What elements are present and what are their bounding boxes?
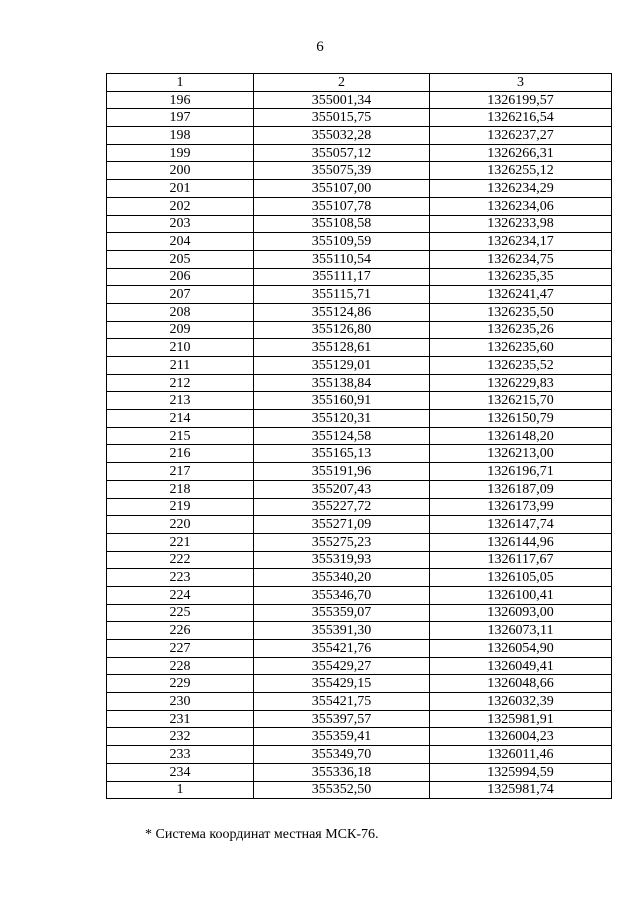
x-coordinate-cell: 355126,80: [254, 321, 430, 339]
point-number-cell: 229: [107, 675, 254, 693]
y-coordinate-cell: 1326235,50: [430, 303, 612, 321]
table-row: [107, 321, 612, 339]
table-row: [107, 498, 612, 516]
x-coordinate-cell: 355110,54: [254, 250, 430, 268]
x-coordinate-cell: 355120,31: [254, 410, 430, 428]
x-coordinate-cell: 355057,12: [254, 144, 430, 162]
table-row: [107, 250, 612, 268]
x-coordinate-cell: 355124,86: [254, 303, 430, 321]
y-coordinate-cell: 1326234,17: [430, 233, 612, 251]
point-number-cell: 217: [107, 463, 254, 481]
table-row: [107, 268, 612, 286]
point-number-cell: 202: [107, 197, 254, 215]
point-number-cell: 210: [107, 339, 254, 357]
y-coordinate-cell: 1326100,41: [430, 586, 612, 604]
table-row: [107, 303, 612, 321]
y-coordinate-cell: 1325981,91: [430, 710, 612, 728]
table-row: [107, 781, 612, 799]
y-coordinate-cell: 1326241,47: [430, 286, 612, 304]
point-number-cell: 216: [107, 445, 254, 463]
y-coordinate-cell: 1326093,00: [430, 604, 612, 622]
point-number-cell: 196: [107, 91, 254, 109]
x-coordinate-cell: 355107,00: [254, 180, 430, 198]
y-coordinate-cell: 1326199,57: [430, 91, 612, 109]
point-number-cell: 205: [107, 250, 254, 268]
y-coordinate-cell: 1326215,70: [430, 392, 612, 410]
x-coordinate-cell: 355391,30: [254, 622, 430, 640]
y-coordinate-cell: 1326235,35: [430, 268, 612, 286]
point-number-cell: 220: [107, 516, 254, 534]
table-row: [107, 127, 612, 145]
table-row: [107, 162, 612, 180]
y-coordinate-cell: 1326144,96: [430, 533, 612, 551]
table-row: [107, 710, 612, 728]
point-number-cell: 219: [107, 498, 254, 516]
x-coordinate-cell: 355429,27: [254, 657, 430, 675]
table-row: [107, 374, 612, 392]
y-coordinate-cell: 1326235,26: [430, 321, 612, 339]
table-row: [107, 445, 612, 463]
x-coordinate-cell: 355108,58: [254, 215, 430, 233]
point-number-cell: 199: [107, 144, 254, 162]
x-coordinate-cell: 355129,01: [254, 357, 430, 375]
x-coordinate-cell: 355359,07: [254, 604, 430, 622]
point-number-cell: 206: [107, 268, 254, 286]
page-number: 6: [316, 39, 324, 55]
point-number-cell: 225: [107, 604, 254, 622]
x-coordinate-cell: 355319,93: [254, 551, 430, 569]
point-number-cell: 226: [107, 622, 254, 640]
point-number-cell: 213: [107, 392, 254, 410]
point-number-cell: 211: [107, 357, 254, 375]
y-coordinate-cell: 1326213,00: [430, 445, 612, 463]
y-coordinate-cell: 1326216,54: [430, 109, 612, 127]
x-coordinate-cell: 355421,76: [254, 640, 430, 658]
point-number-cell: 209: [107, 321, 254, 339]
table-row: [107, 586, 612, 604]
table-row: [107, 180, 612, 198]
x-coordinate-cell: 355138,84: [254, 374, 430, 392]
x-coordinate-cell: 355109,59: [254, 233, 430, 251]
table-row: [107, 533, 612, 551]
y-coordinate-cell: 1326187,09: [430, 480, 612, 498]
point-number-cell: 215: [107, 427, 254, 445]
y-coordinate-cell: 1326235,52: [430, 357, 612, 375]
x-coordinate-cell: 355397,57: [254, 710, 430, 728]
table-row: [107, 728, 612, 746]
table-row: [107, 427, 612, 445]
column-header-2: 2: [254, 74, 430, 92]
point-number-cell: 227: [107, 640, 254, 658]
table-row: [107, 516, 612, 534]
point-number-cell: 200: [107, 162, 254, 180]
x-coordinate-cell: 355160,91: [254, 392, 430, 410]
x-coordinate-cell: 355124,58: [254, 427, 430, 445]
table-row: [107, 693, 612, 711]
table-row: [107, 144, 612, 162]
x-coordinate-cell: 355015,75: [254, 109, 430, 127]
table-header: [107, 74, 612, 92]
y-coordinate-cell: 1326011,46: [430, 746, 612, 764]
table-row: [107, 215, 612, 233]
y-coordinate-cell: 1326234,29: [430, 180, 612, 198]
point-number-cell: 212: [107, 374, 254, 392]
y-coordinate-cell: 1326073,11: [430, 622, 612, 640]
x-coordinate-cell: 355336,18: [254, 763, 430, 781]
table-row: [107, 286, 612, 304]
x-coordinate-cell: 355340,20: [254, 569, 430, 587]
table-row: [107, 551, 612, 569]
point-number-cell: 214: [107, 410, 254, 428]
table-row: [107, 763, 612, 781]
point-number-cell: 204: [107, 233, 254, 251]
y-coordinate-cell: 1326049,41: [430, 657, 612, 675]
y-coordinate-cell: 1326004,23: [430, 728, 612, 746]
table-row: [107, 109, 612, 127]
x-coordinate-cell: 355421,75: [254, 693, 430, 711]
point-number-cell: 224: [107, 586, 254, 604]
y-coordinate-cell: 1325981,74: [430, 781, 612, 799]
column-header-3: 3: [430, 74, 612, 92]
y-coordinate-cell: 1326266,31: [430, 144, 612, 162]
point-number-cell: 234: [107, 763, 254, 781]
x-coordinate-cell: 355207,43: [254, 480, 430, 498]
point-number-cell: 198: [107, 127, 254, 145]
y-coordinate-cell: 1326255,12: [430, 162, 612, 180]
table-row: [107, 197, 612, 215]
table-body: [107, 91, 612, 799]
table-row: [107, 339, 612, 357]
y-coordinate-cell: 1326196,71: [430, 463, 612, 481]
table-row: [107, 640, 612, 658]
x-coordinate-cell: 355165,13: [254, 445, 430, 463]
point-number-cell: 197: [107, 109, 254, 127]
x-coordinate-cell: 355191,96: [254, 463, 430, 481]
y-coordinate-cell: 1326147,74: [430, 516, 612, 534]
y-coordinate-cell: 1325994,59: [430, 763, 612, 781]
table-row: [107, 657, 612, 675]
point-number-cell: 232: [107, 728, 254, 746]
table-row: [107, 233, 612, 251]
point-number-cell: 201: [107, 180, 254, 198]
y-coordinate-cell: 1326173,99: [430, 498, 612, 516]
x-coordinate-cell: 355352,50: [254, 781, 430, 799]
table-row: [107, 410, 612, 428]
x-coordinate-cell: 355227,72: [254, 498, 430, 516]
table-header-row: [107, 74, 612, 92]
x-coordinate-cell: 355275,23: [254, 533, 430, 551]
x-coordinate-cell: 355001,34: [254, 91, 430, 109]
y-coordinate-cell: 1326235,60: [430, 339, 612, 357]
x-coordinate-cell: 355128,61: [254, 339, 430, 357]
footnote: * Система координат местная МСК-76.: [145, 827, 379, 842]
y-coordinate-cell: 1326048,66: [430, 675, 612, 693]
table-row: [107, 622, 612, 640]
point-number-cell: 223: [107, 569, 254, 587]
x-coordinate-cell: 355111,17: [254, 268, 430, 286]
y-coordinate-cell: 1326117,67: [430, 551, 612, 569]
table-row: [107, 463, 612, 481]
table-row: [107, 604, 612, 622]
x-coordinate-cell: 355349,70: [254, 746, 430, 764]
table-row: [107, 91, 612, 109]
y-coordinate-cell: 1326234,06: [430, 197, 612, 215]
x-coordinate-cell: 355107,78: [254, 197, 430, 215]
x-coordinate-cell: 355115,71: [254, 286, 430, 304]
x-coordinate-cell: 355359,41: [254, 728, 430, 746]
point-number-cell: 231: [107, 710, 254, 728]
x-coordinate-cell: 355271,09: [254, 516, 430, 534]
point-number-cell: 218: [107, 480, 254, 498]
point-number-cell: 203: [107, 215, 254, 233]
x-coordinate-cell: 355346,70: [254, 586, 430, 604]
point-number-cell: 222: [107, 551, 254, 569]
x-coordinate-cell: 355429,15: [254, 675, 430, 693]
table-row: [107, 675, 612, 693]
y-coordinate-cell: 1326032,39: [430, 693, 612, 711]
y-coordinate-cell: 1326237,27: [430, 127, 612, 145]
table-row: [107, 357, 612, 375]
y-coordinate-cell: 1326233,98: [430, 215, 612, 233]
point-number-cell: 230: [107, 693, 254, 711]
point-number-cell: 233: [107, 746, 254, 764]
coordinates-table: [106, 73, 612, 799]
point-number-cell: 1: [107, 781, 254, 799]
point-number-cell: 228: [107, 657, 254, 675]
x-coordinate-cell: 355032,28: [254, 127, 430, 145]
table-row: [107, 480, 612, 498]
y-coordinate-cell: 1326234,75: [430, 250, 612, 268]
y-coordinate-cell: 1326229,83: [430, 374, 612, 392]
y-coordinate-cell: 1326150,79: [430, 410, 612, 428]
y-coordinate-cell: 1326148,20: [430, 427, 612, 445]
y-coordinate-cell: 1326105,05: [430, 569, 612, 587]
x-coordinate-cell: 355075,39: [254, 162, 430, 180]
table-row: [107, 569, 612, 587]
point-number-cell: 207: [107, 286, 254, 304]
column-header-1: 1: [107, 74, 254, 92]
table-row: [107, 392, 612, 410]
table-row: [107, 746, 612, 764]
point-number-cell: 221: [107, 533, 254, 551]
point-number-cell: 208: [107, 303, 254, 321]
y-coordinate-cell: 1326054,90: [430, 640, 612, 658]
